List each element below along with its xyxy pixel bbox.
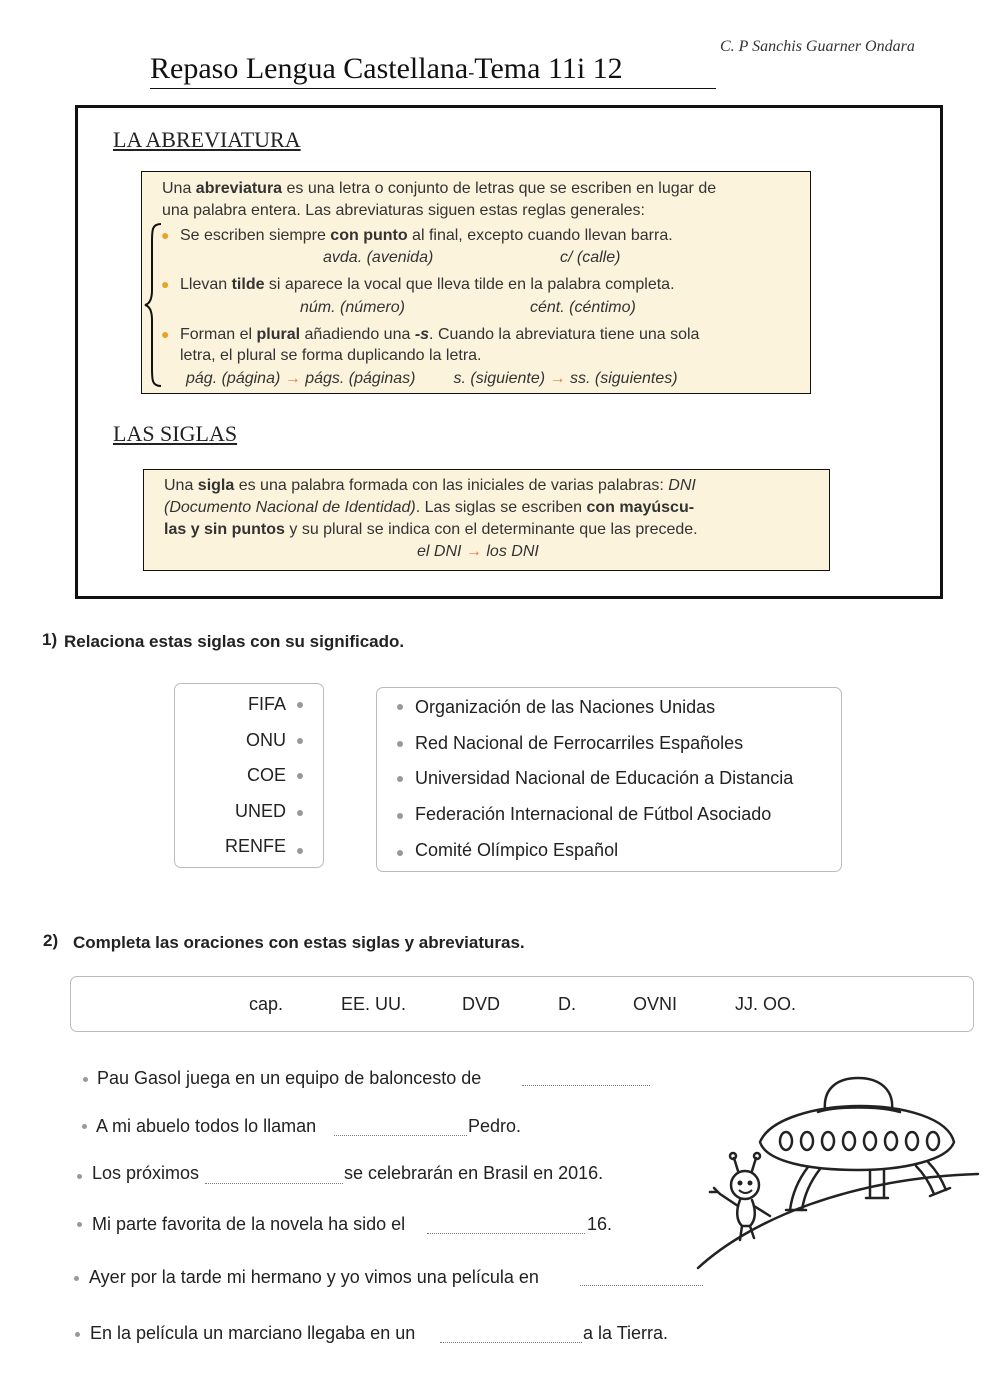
match-point-def-5[interactable]: [397, 850, 403, 856]
match-point-onu[interactable]: [297, 738, 303, 744]
sentence-1-blank[interactable]: [522, 1085, 650, 1086]
text: las y sin puntos: [164, 521, 285, 538]
text: -s: [414, 326, 430, 343]
definition-1: Organización de las Naciones Unidas: [415, 697, 716, 717]
example-calle: c/ (calle): [560, 249, 621, 266]
term-abreviatura: abreviatura: [195, 180, 283, 197]
arrow-icon: →: [284, 370, 301, 387]
text: con punto: [330, 227, 408, 244]
sentence-2-end: Pedro.: [468, 1116, 522, 1136]
match-point-fifa[interactable]: [297, 702, 303, 708]
bullet-icon: [77, 1222, 82, 1227]
exercise1-number: 1): [42, 630, 58, 649]
title-separator: -: [468, 62, 475, 82]
text: con mayúscu-: [586, 499, 695, 516]
example-centimo: cént. (céntimo): [530, 299, 636, 316]
sentence-3-end: se celebrarán en Brasil en 2016.: [344, 1163, 604, 1183]
text: Una: [162, 180, 196, 197]
siglas-heading: LAS SIGLAS: [113, 421, 238, 446]
text: . Las siglas se escriben: [415, 499, 587, 516]
abreviatura-heading: LA ABREVIATURA: [113, 127, 301, 152]
match-point-def-1[interactable]: [397, 704, 403, 710]
text: sigla: [197, 477, 235, 494]
rule-1: [180, 225, 673, 247]
rule-2: [180, 274, 675, 296]
match-point-renfe[interactable]: [297, 848, 303, 854]
sigla-coe: COE: [246, 765, 286, 785]
match-point-def-3[interactable]: [397, 776, 403, 782]
text: Se escriben siempre: [180, 227, 331, 244]
word-d: D.: [558, 994, 576, 1014]
sigla-renfe: RENFE: [224, 836, 286, 856]
sentence-4-end: 16.: [587, 1214, 613, 1234]
text: el DNI: [417, 543, 462, 560]
bullet-icon: [83, 1077, 88, 1082]
text: plural: [256, 326, 301, 343]
sigla-fifa: FIFA: [247, 694, 286, 714]
text: tilde: [231, 276, 265, 293]
match-point-def-4[interactable]: [397, 813, 403, 819]
definition-4: Federación Internacional de Fútbol Asociado: [415, 804, 772, 824]
bullet-icon: ●: [161, 326, 170, 342]
exercise1-instruction: Relaciona estas siglas con su significado.: [64, 632, 405, 651]
sigla-uned: UNED: [234, 801, 286, 821]
siglas-line1: [164, 475, 696, 497]
word-dvd: DVD: [462, 994, 501, 1014]
sentence-6-text: En la película un marciano llegaba en un: [90, 1323, 416, 1343]
bullet-icon: ●: [161, 276, 170, 292]
sigla-onu: ONU: [246, 730, 286, 750]
sentence-4-text: Mi parte favorita de la novela ha sido el: [92, 1214, 406, 1234]
abreviatura-intro-line1: [162, 178, 716, 200]
sentence-6-blank[interactable]: [440, 1342, 582, 1343]
text: al final, excepto cuando llevan barra.: [407, 227, 673, 244]
text: (Documento Nacional de Identidad): [164, 499, 416, 516]
page-title: [150, 50, 716, 89]
text: añadiendo una: [300, 326, 415, 343]
exercise2-instruction: Completa las oraciones con estas siglas y abreviaturas.: [73, 933, 525, 952]
text: y su plural se indica con el determinante que las precede.: [284, 521, 698, 538]
sentence-6-end: a la Tierra.: [583, 1323, 669, 1343]
text: Una: [164, 477, 198, 494]
text: si aparece la vocal que lleva tilde en la palabra completa.: [264, 276, 675, 293]
text: ss. (siguientes): [570, 370, 678, 387]
match-point-coe[interactable]: [297, 773, 303, 779]
word-bank-box: [70, 976, 974, 1032]
school-name: C. P Sanchis Guarner Ondara: [720, 38, 915, 55]
curly-brace-icon: [143, 222, 163, 388]
arrow-icon: →: [549, 370, 566, 387]
sentence-2-blank[interactable]: [334, 1135, 467, 1136]
bullet-icon: [77, 1174, 82, 1179]
sentence-3-blank[interactable]: [205, 1183, 343, 1184]
bullet-icon: ●: [161, 227, 170, 243]
rule-3: [180, 324, 699, 346]
match-point-def-2[interactable]: [397, 741, 403, 747]
sentence-5-blank[interactable]: [580, 1285, 703, 1286]
text: s. (siguiente): [453, 370, 546, 387]
example-avda: avda. (avenida): [323, 249, 434, 266]
text: Llevan: [180, 276, 232, 293]
example-numero: núm. (número): [300, 299, 405, 316]
title-tema: Tema: [474, 52, 541, 85]
definition-5: Comité Olímpico Español: [415, 840, 619, 860]
siglas-line3: [164, 519, 698, 541]
word-jjoo: JJ. OO.: [735, 994, 797, 1014]
example-plural: [186, 370, 678, 388]
text: . Cuando la abreviatura tiene una sola: [429, 326, 700, 343]
rule-3-cont: letra, el plural se forma duplicando la letra.: [180, 347, 482, 364]
title-main: Repaso Lengua Castellana: [150, 52, 469, 85]
arrow-icon: →: [465, 543, 482, 560]
sentence-4-blank[interactable]: [427, 1233, 585, 1234]
text: es una palabra formada con las iniciales de varias palabras:: [234, 477, 669, 494]
bullet-icon: [82, 1124, 87, 1129]
text: DNI: [668, 477, 696, 494]
sentence-3-text: Los próximos: [92, 1163, 200, 1183]
ufo-alien-illustration: [690, 1070, 990, 1280]
word-eeuu: EE. UU.: [341, 994, 407, 1014]
bullet-icon: [75, 1332, 80, 1337]
title-numbers: 11i 12: [547, 52, 623, 85]
sentence-1-text: Pau Gasol juega en un equipo de baloncesto de: [97, 1068, 482, 1088]
siglas-example: [417, 543, 539, 561]
sentence-2-text: A mi abuelo todos lo llaman: [96, 1116, 317, 1136]
text: pág. (página): [186, 370, 281, 387]
word-ovni: OVNI: [633, 994, 678, 1014]
text: es una letra o conjunto de letras que se escriben en lugar de: [282, 180, 717, 197]
siglas-line2: [164, 497, 694, 519]
text: Forman el: [180, 326, 257, 343]
word-cap: cap.: [249, 994, 284, 1014]
abreviatura-intro-line2: una palabra entera. Las abreviaturas siguen estas reglas generales:: [162, 202, 645, 219]
bullet-icon: [74, 1276, 79, 1281]
exercise2-number: 2): [43, 931, 59, 950]
definition-2: Red Nacional de Ferrocarriles Españoles: [415, 733, 744, 753]
sentence-5-text: Ayer por la tarde mi hermano y yo vimos una película en: [89, 1267, 539, 1287]
text: págs. (páginas): [305, 370, 416, 387]
definition-3: Universidad Nacional de Educación a Distancia: [415, 768, 794, 788]
text: los DNI: [486, 543, 539, 560]
match-point-uned[interactable]: [297, 810, 303, 816]
